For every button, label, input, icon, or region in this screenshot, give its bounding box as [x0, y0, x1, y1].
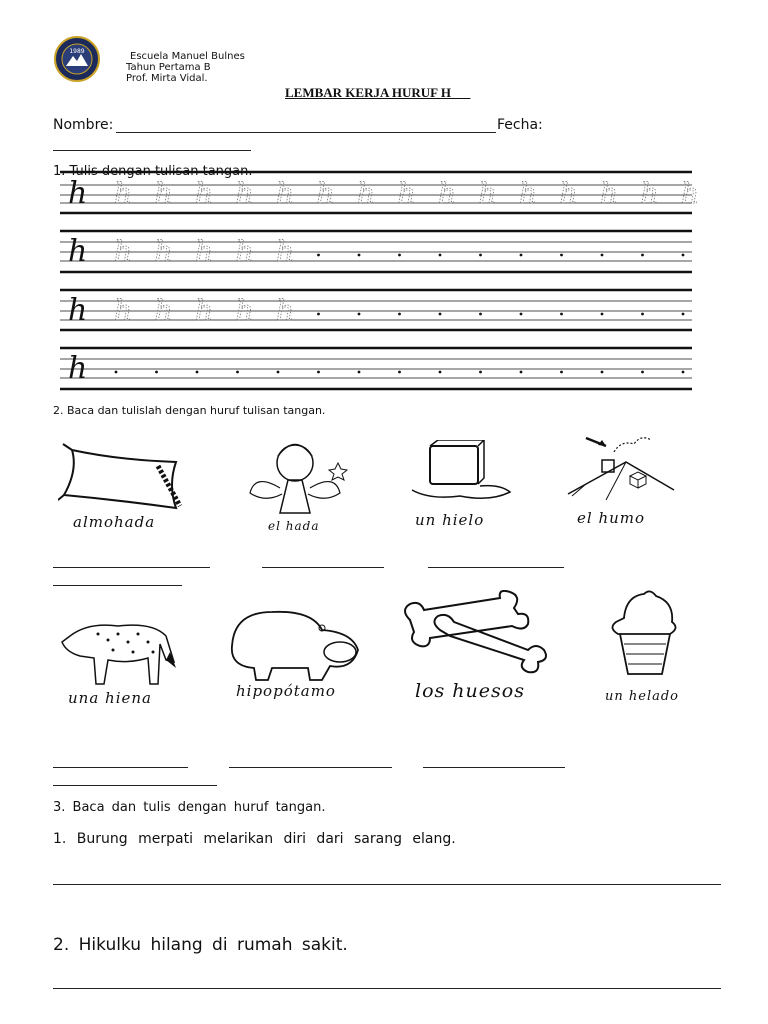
ice-cream-image — [604, 588, 684, 680]
smoke-roof-image — [566, 432, 676, 502]
guide-dot — [520, 254, 523, 257]
tracing-letter-h: h — [276, 294, 295, 327]
date-label: Fecha: — [497, 117, 543, 133]
guide-dot — [479, 254, 482, 257]
model-letter-h: h — [68, 351, 88, 386]
tracing-letter-h: h — [519, 177, 538, 210]
guide-dot — [115, 371, 118, 374]
caption-los-huesos: los huesos — [415, 680, 525, 702]
tracing-letter-h: h — [276, 177, 295, 210]
answer-line — [53, 567, 210, 568]
answer-line — [423, 767, 565, 768]
tracing-letter-h: h — [235, 177, 254, 210]
tracing-letter-h: h — [235, 294, 254, 327]
tracing-letter-h: h — [316, 177, 335, 210]
guide-dot — [682, 313, 685, 316]
tracing-letter-h: h — [195, 294, 214, 327]
guide-dot — [560, 254, 563, 257]
guide-dot — [439, 371, 442, 374]
tracing-letter-h: h — [235, 235, 254, 268]
guide-dot — [277, 371, 280, 374]
tracing-letter-h: h — [397, 177, 416, 210]
guide-dot — [560, 371, 563, 374]
caption-hipopotamo: hipopótamo — [236, 682, 336, 700]
date-line — [53, 150, 251, 151]
guide-dot — [479, 371, 482, 374]
guide-dot — [236, 371, 239, 374]
guide-dot — [601, 371, 604, 374]
tracing-letter-h: h — [478, 177, 497, 210]
svg-text:1989: 1989 — [69, 48, 85, 55]
tracing-letter-h: h — [600, 177, 619, 210]
tracing-letter-h: h — [154, 235, 173, 268]
hippo-image — [222, 606, 362, 684]
tracing-letter-h: h — [154, 177, 173, 210]
tracing-letter-h: h — [154, 294, 173, 327]
tracing-letter-h: h — [114, 177, 133, 210]
date-field — [497, 117, 543, 133]
tracing-letter-h: h — [438, 177, 457, 210]
tracing-letter-h: h — [195, 235, 214, 268]
name-line — [116, 132, 496, 133]
guide-dot — [520, 371, 523, 374]
school-info — [126, 51, 245, 84]
answer-line — [53, 585, 182, 586]
guide-dot — [358, 313, 361, 316]
school-logo — [54, 36, 100, 82]
answer-line — [53, 785, 217, 786]
tracing-letter-h: h — [276, 235, 295, 268]
tracing-letter-h: h — [114, 235, 133, 268]
tracing-letter-h: h — [357, 177, 376, 210]
guide-dot — [439, 313, 442, 316]
tracing-letter-h: h — [559, 177, 578, 210]
section3-instruction: 3. Baca dan tulis dengan huruf tangan. — [53, 800, 326, 815]
pillow-image — [58, 440, 188, 515]
guide-dot — [601, 313, 604, 316]
guide-dot — [682, 371, 685, 374]
ice-image — [410, 440, 520, 505]
section2-instruction: 2. Baca dan tulislah dengan huruf tulisan tangan. — [53, 404, 326, 417]
guide-dot — [358, 371, 361, 374]
caption-el-humo: el humo — [577, 509, 646, 527]
guide-dot — [317, 313, 320, 316]
hyena-image — [58, 612, 178, 692]
model-letter-h: h — [68, 234, 88, 269]
guide-dot — [560, 313, 563, 316]
sentence-2: 2. Hikulku hilang di rumah sakit. — [53, 935, 348, 955]
section1-instruction: 1. Tulis dengan tulisan tangan. — [53, 164, 253, 179]
guide-dot — [317, 371, 320, 374]
guide-dot — [317, 254, 320, 257]
guide-dot — [196, 371, 199, 374]
teacher-name: Prof. Mirta Vidal. — [126, 73, 208, 84]
worksheet-title: LEMBAR KERJA HURUF H — [285, 85, 451, 100]
guide-dot — [398, 313, 401, 316]
caption-una-hiena: una hiena — [68, 689, 152, 707]
tracing-letter-h: h — [114, 294, 133, 327]
answer-line — [53, 767, 188, 768]
guide-dot — [479, 313, 482, 316]
guide-dot — [641, 313, 644, 316]
guide-dot — [520, 313, 523, 316]
answer-line — [262, 567, 384, 568]
caption-un-hielo: un hielo — [415, 511, 485, 529]
sentence-1: 1. Burung merpati melarikan diri dari sarang elang. — [53, 831, 456, 847]
tracing-letter-h: h — [640, 177, 659, 210]
fairy-image — [240, 428, 360, 528]
guide-dot — [682, 254, 685, 257]
name-label: Nombre: — [53, 117, 114, 133]
guide-dot — [398, 254, 401, 257]
name-field — [53, 117, 113, 133]
writing-line — [53, 884, 721, 885]
class-name: Tahun Pertama B — [126, 62, 211, 73]
guide-dot — [398, 371, 401, 374]
guide-dot — [601, 254, 604, 257]
answer-line — [229, 767, 392, 768]
tracing-letter-h: h — [195, 177, 214, 210]
model-letter-h: h — [68, 176, 88, 211]
guide-dot — [641, 371, 644, 374]
guide-dot — [439, 254, 442, 257]
caption-almohada: almohada — [73, 513, 156, 531]
guide-dot — [155, 371, 158, 374]
caption-el-hada: el hada — [268, 519, 320, 533]
guide-dot — [641, 254, 644, 257]
tracing-letter-h: h — [681, 177, 700, 210]
school-name: Escuela Manuel Bulnes — [130, 51, 245, 62]
bones-image — [400, 590, 550, 680]
handwriting-practice — [0, 160, 768, 400]
guide-dot — [358, 254, 361, 257]
model-letter-h: h — [68, 293, 88, 328]
caption-un-helado: un helado — [605, 689, 679, 704]
writing-line — [53, 988, 721, 989]
answer-line — [428, 567, 564, 568]
